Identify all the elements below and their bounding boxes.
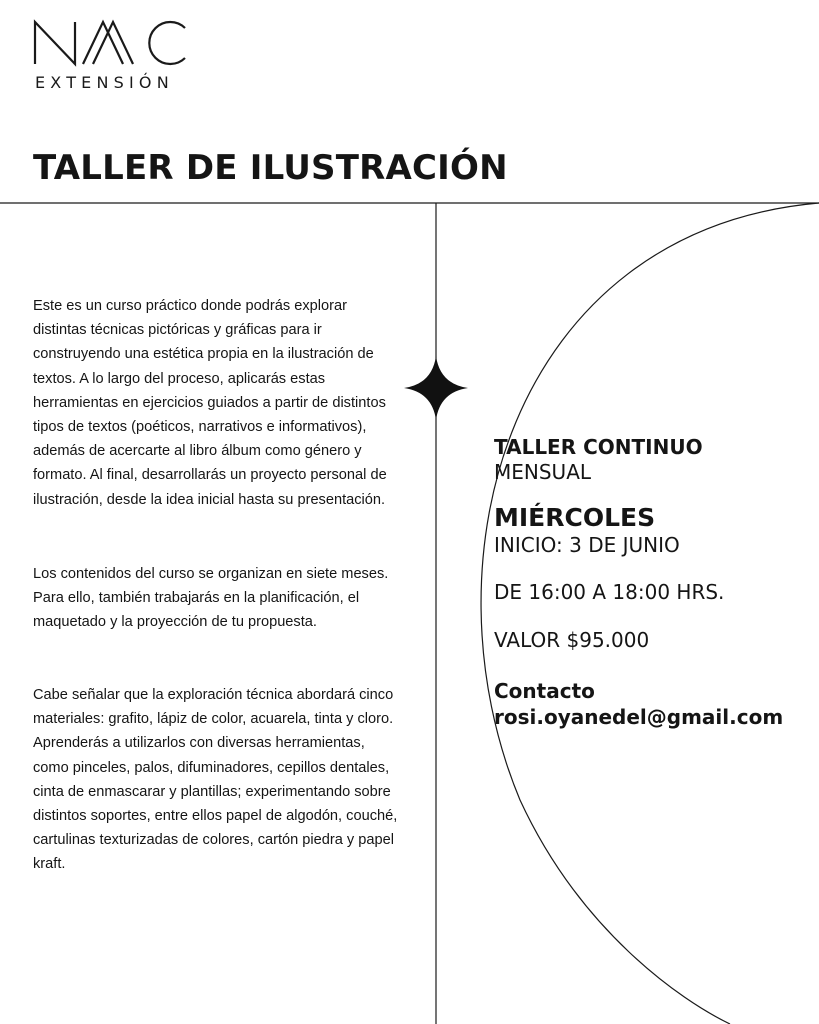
arc-curve <box>481 203 819 1024</box>
course-price: VALOR $95.000 <box>494 628 650 652</box>
description-paragraph-2: Los contenidos del curso se organizan en siete meses. Para ello, también trabajarás en la planificación, el maquetado y la proyección de tu propuesta. <box>33 566 389 631</box>
course-time: DE 16:00 A 18:00 HRS. <box>494 580 725 604</box>
weekday: MIÉRCOLES <box>494 503 656 532</box>
course-schedule-day <box>494 504 680 558</box>
description-paragraph-1: Este es un curso práctico donde podrás explorar distintas técnicas pictóricas y gráficas para ir construyendo una estética propia en la ilustración de textos. A lo largo del proceso, aplicarás estas herramientas en ejercicios guiados a partir de distintos tipos de textos (poéticos, narrativos e informativos), además de acercarte al libro álbum como género y formato. Al final, desarrollarás un proyecto personal de ilustración, desde la idea inicial hasta su presentación. <box>33 298 387 508</box>
brand-subtitle: EXTENSIÓN <box>35 73 174 92</box>
page-title: TALLER DE ILUSTRACIÓN <box>33 148 508 188</box>
brand-logo <box>33 18 193 98</box>
format-subtitle: MENSUAL <box>494 460 592 484</box>
contact-block <box>494 678 783 730</box>
start-date: INICIO: 3 DE JUNIO <box>494 533 680 557</box>
four-point-star-icon <box>404 356 468 420</box>
contact-email[interactable]: rosi.oyanedel@gmail.com <box>494 705 784 729</box>
format-title: TALLER CONTINUO <box>494 435 703 459</box>
course-format <box>494 435 703 485</box>
nac-logo-icon <box>33 18 193 70</box>
contact-label: Contacto <box>494 679 595 703</box>
description-paragraph-3: Cabe señalar que la exploración técnica abordará cinco materiales: grafito, lápiz de color, acuarela, tinta y cloro. Aprenderás a utilizarlos con diversas herramientas, como pinceles, palos, difuminadores, cepillos dentales, cinta de enmascarar y plantillas; experimentando sobre distintos soportes, entre ellos papel de algodón, couché, cartulinas texturizadas de colores, cartón piedra y papel kraft. <box>33 687 398 873</box>
